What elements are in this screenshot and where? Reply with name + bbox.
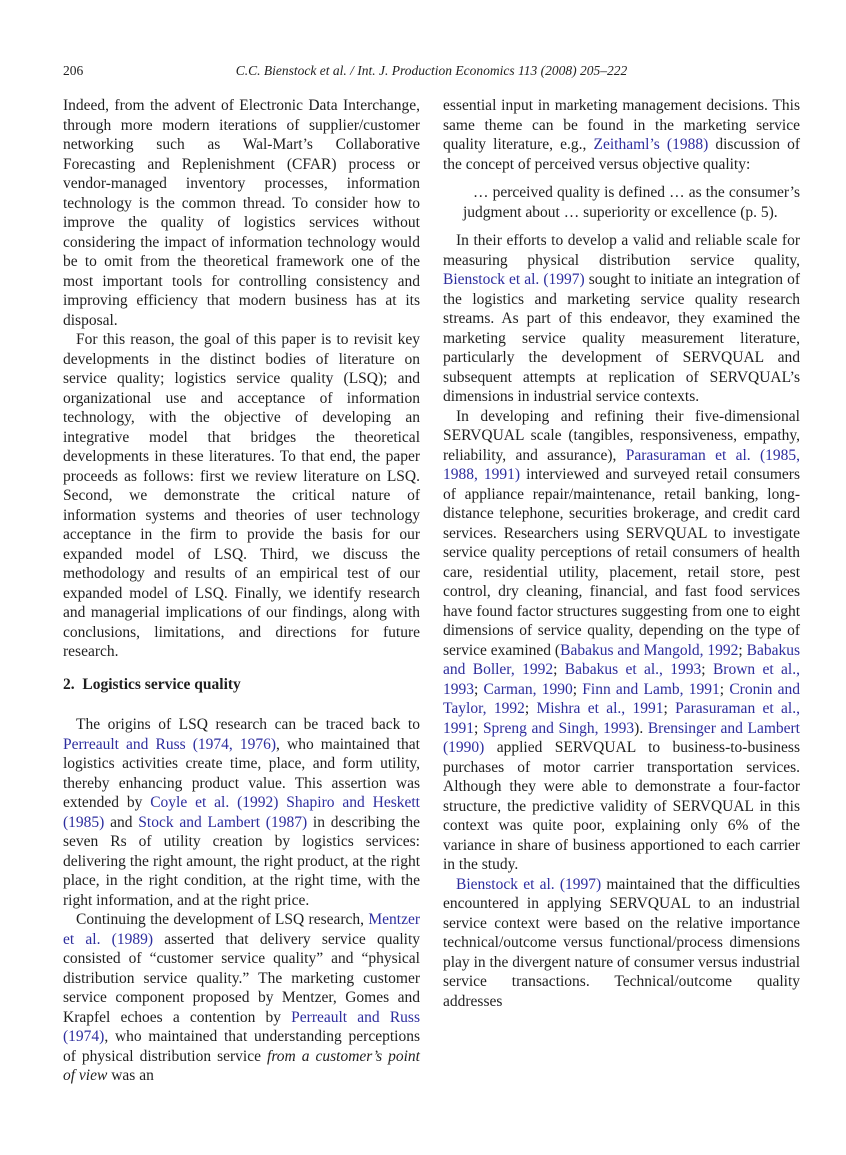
italic-text: from a customer’s point of view	[63, 1047, 420, 1084]
citation-link[interactable]: Zeithaml’s (1988)	[593, 136, 709, 153]
text-run: ;	[474, 680, 484, 698]
text-run: ;	[701, 661, 713, 678]
text-run: In their efforts to develop a valid and reliable scale for measuring physical distribution service quality,	[443, 232, 800, 269]
section-heading	[63, 675, 420, 695]
citation-link[interactable]: Mishra et al., 1991	[536, 700, 664, 717]
text-run: in describing the seven Rs of utility creation by logistics services: delivering the right amount, the right product, at the right place, in the right condition, at the right time, with the right information, and at the right price.	[63, 813, 420, 909]
paragraph	[63, 96, 420, 330]
text-run: ;	[719, 680, 730, 698]
page-header	[63, 63, 800, 81]
citation-link[interactable]: Cronin and Taylor, 1992	[443, 680, 801, 717]
text-run: and	[104, 813, 139, 831]
citation-link[interactable]: Bienstock et al. (1997)	[443, 271, 585, 288]
citation-link[interactable]: Carman, 1990	[483, 680, 573, 698]
text-run: , who maintained that logistics activities create time, place, and form utility, thereby enhancing product value. This assertion was extended by	[63, 735, 420, 811]
citation-link[interactable]: Brown et al., 1993	[443, 661, 800, 698]
paragraph	[63, 330, 420, 662]
text-run: ;	[524, 700, 537, 717]
text-run: In developing and refining their five-dimensional SERVQUAL scale (tangibles, responsiveness, empathy, reliability, and assurance),	[443, 407, 800, 464]
paragraph	[443, 231, 800, 407]
paragraph	[443, 96, 800, 174]
text-run: sought to initiate an integration of the logistics and marketing service quality research streams. As part of this endeavor, they examined the marketing service quality measurement literature, particularly the development of SERVQUAL and subsequent attempts at replication of SERVQUAL’s dimensions in industrial service contexts.	[443, 271, 800, 405]
text-run: ;	[738, 641, 747, 659]
text-run: ;	[572, 680, 583, 698]
citation-link[interactable]: Spreng and Singh, 1993	[482, 719, 635, 737]
citation-link[interactable]: Stock and Lambert (1987)	[138, 813, 308, 831]
text-run: essential input in marketing management decisions. This same theme can be found in the marketing service quality literature, e.g.,	[443, 97, 800, 153]
citation-link[interactable]: Babakus and Boller, 1992	[443, 641, 800, 678]
citation-link[interactable]: Finn and Lamb, 1991	[582, 680, 720, 698]
citation-link[interactable]: Perreault and Russ (1974, 1976)	[63, 735, 277, 753]
text-run: Continuing the development of LSQ research,	[76, 911, 369, 928]
text-run: maintained that the difficulties encountered in applying SERVQUAL to an industrial service context were based on the relative importance technical/outcome versus functional/process dimensions play in the divergent nature of consumer versus industrial service transactions. Technical/outcome quality addresses	[443, 875, 800, 1010]
text-run: The origins of LSQ research can be traced back to	[76, 716, 420, 733]
text-run: interviewed and surveyed retail consumers of appliance repair/maintenance, retail banking, long-distance telephone, securities brokerage, and credit card services. Researchers using SERVQUAL to investigate service quality perceptions of retail consumers of health care, residential utility, placement, retail store, pest control, dry cleaning, financial, and fast food services have found factor structures suggesting from one to eight dimensions of service quality, depending on the type of service examined (	[443, 466, 800, 659]
paragraph	[63, 910, 420, 1086]
text-run: ;	[474, 719, 483, 737]
citation-link[interactable]: Perreault and Russ (1974)	[63, 1008, 420, 1045]
text-run: 2. Logistics service quality	[63, 675, 241, 693]
left-column	[63, 96, 420, 1086]
text-run: ;	[663, 700, 676, 717]
running-head: C.C. Bienstock et al. / Int. J. Production Economics 113 (2008) 205–222	[235, 63, 628, 78]
right-column	[443, 96, 800, 1086]
citation-link[interactable]: Babakus et al., 1993	[564, 661, 702, 678]
text-run: was an	[107, 1067, 154, 1084]
block-quote	[443, 183, 800, 222]
citation-link[interactable]: Babakus and Mangold, 1992	[560, 641, 739, 659]
page-number: 206	[63, 63, 84, 78]
two-column-text	[63, 96, 800, 1086]
text-run: , who maintained that understanding perceptions of physical distribution service	[63, 1028, 420, 1065]
citation-link[interactable]: Shapiro and Heskett (1985)	[63, 794, 420, 831]
citation-link[interactable]: Bienstock et al. (1997)	[456, 875, 602, 893]
paragraph	[63, 715, 420, 910]
text-run: … perceived quality is defined … as the consumer’s judgment about … superiority or excellence (p. 5).	[463, 184, 800, 221]
citation-link[interactable]: Mentzer et al. (1989)	[63, 911, 420, 948]
text-run: ;	[553, 661, 565, 678]
citation-link[interactable]: Brensinger and Lambert (1990)	[443, 719, 800, 756]
citation-link[interactable]: Parasuraman et al., 1991	[443, 700, 800, 737]
citation-link[interactable]: Coyle et al. (1992)	[150, 794, 279, 811]
text-run: applied SERVQUAL to business-to-business purchases of motor carrier transportation services. Although they were able to demonstrate a four-factor structure, the predictive validity of SERVQUAL in this context was quite poor, explaining only 6% of the variance in share of business apportioned to each carrier in the study.	[443, 739, 800, 873]
text-run: discussion of the concept of perceived versus objective quality:	[443, 136, 800, 173]
citation-link[interactable]: Parasuraman et al. (1985, 1988, 1991)	[443, 446, 800, 483]
text-run: asserted that delivery service quality consisted of “customer service quality” and “physical distribution service quality.” The marketing customer service component proposed by Mentzer, Gomes and Krapfel echoes a contention by	[63, 930, 420, 1026]
text-run: For this reason, the goal of this paper is to revisit key developments in the distinct bodies of literature on service quality; logistics service quality (LSQ); and organizational use and acceptance of information technology, with the objective of developing an integrative model that bridges the theoretical developments in these literatures. To that end, the paper proceeds as follows: first we review literature on LSQ. Second, we demonstrate the critical nature of information systems and theories of user technology acceptance in the firm to provide the basis for our expanded model of LSQ. Third, we discuss the methodology and results of an empirical test of our expanded model of LSQ. Finally, we identify research and managerial implications of our findings, along with conclusions, limitations, and directions for future research.	[63, 331, 420, 660]
paragraph	[443, 875, 800, 1012]
paragraph	[443, 407, 800, 875]
text-run: Indeed, from the advent of Electronic Data Interchange, through more modern iterations of supplier/customer networking such as Wal-Mart’s Collaborative Forecasting and Replenishment (CFAR) process or vendor-managed inventory processes, information technology is the common thread. To consider how to improve the quality of logistics services without considering the impact of information technology would be to omit from the theoretical framework one of the most important tools for controlling consistency and improving efficiency that modern business has at its disposal.	[63, 97, 420, 329]
text-run: ).	[634, 719, 648, 737]
